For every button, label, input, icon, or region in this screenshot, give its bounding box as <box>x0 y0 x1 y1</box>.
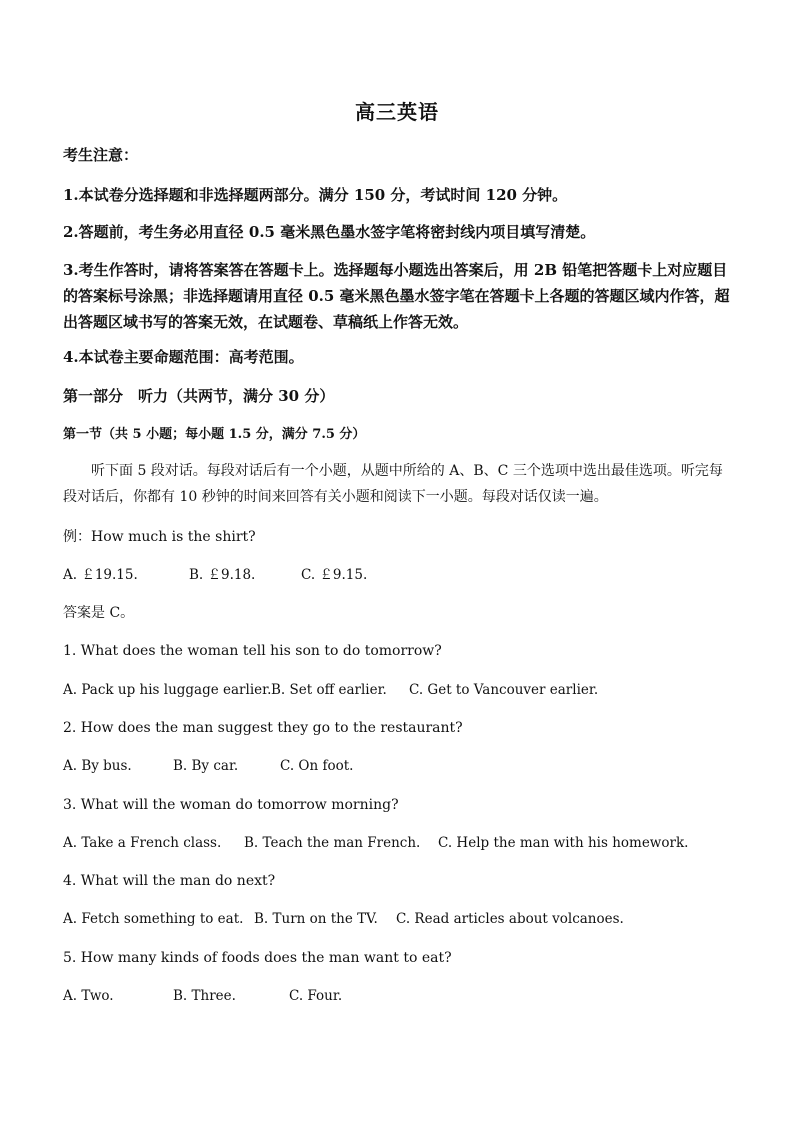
listening-instructions: 听下面 5 段对话。每段对话后有一个小题，从题中所给的 A、B、C 三个选项中选出最佳选项。听完每段对话后，你都有 10 秒钟的时间来回答有关小题和阅读下一小题。每段对话仅读一遍。 <box>63 463 723 505</box>
question-4-options <box>63 910 624 928</box>
example-option-a: A. ￡19.15. <box>63 567 138 583</box>
notice-item-2: 2.答题前，考生务必用直径 0.5 毫米黑色墨水签字笔将密封线内项目填写清楚。 <box>63 223 596 241</box>
example-answer: 答案是 C。 <box>63 605 135 621</box>
example-option-c: C. ￡9.15. <box>301 567 368 583</box>
page-title: 高三英语 <box>355 100 439 124</box>
q5-option-a: A. Two. <box>63 988 114 1004</box>
example-options <box>63 566 367 584</box>
q1-option-a: A. Pack up his luggage earlier. <box>63 682 272 698</box>
question-5-options <box>63 987 342 1005</box>
part1-heading: 第一部分 听力（共两节，满分 30 分） <box>63 387 335 405</box>
q3-option-c: C. Help the man with his homework. <box>438 835 689 851</box>
question-2-options <box>63 757 353 775</box>
question-4: 4. What will the man do next? <box>63 873 276 889</box>
question-1-options <box>63 681 598 699</box>
q5-option-b: B. Three. <box>173 988 236 1004</box>
question-3: 3. What will the woman do tomorrow morning? <box>63 797 399 813</box>
q3-option-a: A. Take a French class. <box>63 835 222 851</box>
example-option-b: B. ￡9.18. <box>189 567 256 583</box>
section1-heading: 第一节（共 5 小题；每小题 1.5 分，满分 7.5 分） <box>63 427 366 442</box>
notice-item-1: 1.本试卷分选择题和非选择题两部分。满分 150 分，考试时间 120 分钟。 <box>63 186 568 204</box>
q4-option-a: A. Fetch something to eat. <box>63 911 244 927</box>
q2-option-b: B. By car. <box>173 758 239 774</box>
q2-option-a: A. By bus. <box>63 758 132 774</box>
q1-option-c: C. Get to Vancouver earlier. <box>409 682 599 698</box>
example-question: 例：How much is the shirt? <box>63 529 256 545</box>
q3-option-b: B. Teach the man French. <box>244 835 421 851</box>
q5-option-c: C. Four. <box>289 988 343 1004</box>
question-5: 5. How many kinds of foods does the man want to eat? <box>63 950 452 966</box>
q1-option-b: B. Set off earlier. <box>271 682 387 698</box>
q2-option-c: C. On foot. <box>280 758 354 774</box>
notice-heading: 考生注意： <box>63 146 139 164</box>
question-1: 1. What does the woman tell his son to do tomorrow? <box>63 643 442 659</box>
notice-item-4: 4.本试卷主要命题范围：高考范围。 <box>63 348 304 366</box>
q4-option-c: C. Read articles about volcanoes. <box>396 911 624 927</box>
question-2: 2. How does the man suggest they go to the restaurant? <box>63 720 463 736</box>
q4-option-b: B. Turn on the TV. <box>254 911 378 927</box>
notice-item-3: 3.考生作答时，请将答案答在答题卡上。选择题每小题选出答案后，用 2B 铅笔把答题卡上对应题目的答案标号涂黑；非选择题请用直径 0.5 毫米黑色墨水签字笔在答题卡上各题的答题区域内作答，超出答题区域书写的答案无效，在试题卷、草稿纸上作答无效。 <box>63 261 730 331</box>
question-3-options <box>63 834 688 852</box>
